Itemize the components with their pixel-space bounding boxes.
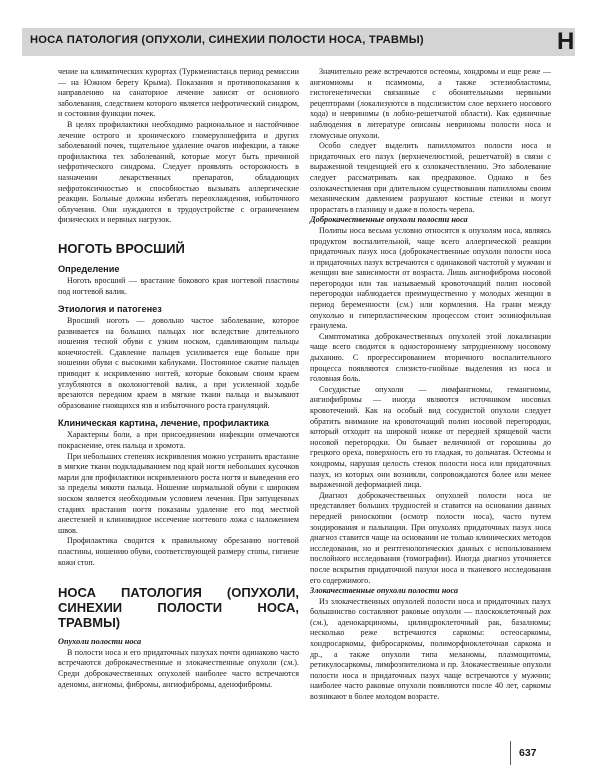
paragraph: Симптоматика доброкачественных опухолей этой локализации чаще всего сводится к одностороннему затрудненному носовому дыханию. С прогрессированием вторичного воспалительного процесса появляются слизисто-гнойные выделения из носа и головная боль. (310, 331, 551, 384)
subheading-definition: Определение (58, 263, 120, 274)
subheading-etiology: Этиология и патогенез (58, 304, 162, 315)
subheading-clinical: Клиническая картина, лечение, профилактика (58, 418, 269, 429)
section-heading-nose-pathology: НОСА ПАТОЛОГИЯ (ОПУХОЛИ, СИНЕХИИ ПОЛОСТИ НОСА, ТРАВМЫ) (58, 585, 299, 631)
paragraph: Характерны боли, а при присоединении инфекции отмечаются покраснение, отек пальца и хромота. (58, 430, 299, 451)
paragraph: В полости носа и его придаточных пазухах почти одинаково часто встречаются доброкачественные и злокачественные опухоли (см.). Среди доброкачественных опухолей наиболее часто встречаются аденомы, ангиомы, фибромы, ангиофибромы, аденофибромы. (58, 647, 299, 689)
right-column (310, 67, 551, 703)
subheading-benign-tumors: Доброкачественные опухоли полости носа (310, 215, 468, 225)
paragraph: Особо следует выделить папилломатоз полости носа и придаточных его пазух (верхнечелюстной, решетчатой) в связи с выраженной тенденцией его к озлокачествлению. Это заболевание следует рассматривать как предраковое. Однако и без озлокачествления при длительном существовании папилломы своим механическим давлением разрушают костные стенки и могут прорастать в глазницу и даже в полость черепа. (310, 141, 551, 214)
paragraph: Из злокачественных опухолей полости носа и придаточных пазух большинство составляют раковые опухоли — плоскоклеточный рак (см.), аденокарциномы, цилиндроклеточный рак, базалиомы; несколько реже встречаются саркомы: остеосаркомы, хондросаркомы, фибросаркомы, полиморфноклеточная саркома и др., а также опухоли типа меланомы, плазмоцитомы, ретикулосаркомы, лимфоэпителиома и пр. Злокачественные опухоли полости носа и придаточных пазух чаще встречаются у мужчин; наиболее часто раковые опухоли появляются после 40 лет, саркомы возникают в более молодом возрасте. (310, 596, 551, 702)
paragraph: В целях профилактики необходимо рациональное и настойчивое лечение острого и хронического гломерулонефрита и других заболеваний почек, тщательное удаление очагов инфекции, а также профилактика тех заболеваний, которые могут быть причиной нефротического синдрома. Следует проявлять осторожность в назначении лекарственных препаратов, обладающих нефротоксичностью и способностью вызывать аллергические реакции. Больные должны избегать переохлаждения, избыточного облучения. Они нуждаются в трудоустройстве с ограничением физических и нервных нагрузок. (58, 119, 299, 225)
running-header-title: НОСА ПАТОЛОГИЯ (ОПУХОЛИ, СИНЕХИИ ПОЛОСТИ НОСА, ТРАВМЫ) (30, 34, 424, 46)
paragraph: Полипы носа весьма условно относятся к опухолям носа, являясь продуктом воспалительной, чаще всего аллергической реакции придаточных пазух носа (доброкачественные опухоли полости носа и придаточных пазух встречаются с одинаковой частотой у мужчин и женщин вне зависимости от возраста. Лишь ангиофиброма носовой перегородки или так называемый кровоточащий полип носовой перегородки наблюдается преимущественно у молодых женщин в период беременности (см.) или кормления. На грани между опухолью и гиперпластическим процессом стоит эозинофильная гранулема. (310, 225, 552, 331)
paragraph: Ноготь вросший — врастание бокового края ногтевой пластины под ногтевой валик. (58, 275, 299, 296)
paragraph: При небольших степенях искривления можно устранить врастание в мягкие ткани подкладыванием под край ногтя небольших кусочков марли для профилактики искривленного роста ногтя и выведения его за пределы мякоти пальца. Ношение нормальной обуви с широким носком является необходимым условием лечения. При запущенных стадиях врастания ногтя показаны удаление его под местной анестезией и клиновидное иссечение ногтевого ложа с наложением швов. (58, 451, 299, 535)
paragraph: Вросший ноготь — довольно частое заболевание, которое развивается на больших пальцах ног вследствие длительного ношения тесной обуви с узким носком, сдавливающим пальцы конечностей. Сдавление пальцев усиливается еще больше при ношении обуви с высокими каблуками. Постоянное сжатие пальцев приводит к искривлению ногтей, которые боковым своим краем углубляются в околоногтевой валик, а при усиленной ходьбе врезаются передним краем в мягкие ткани пальца и вызывают образование гноящихся язв и избыточного роста грануляций. (58, 316, 299, 410)
section-heading-ingrown-nail: НОГОТЬ ВРОСШИЙ (58, 240, 185, 256)
paragraph: Сосудистые опухоли — лимфангиомы, гемангиомы, ангиофибромы — иногда являются источником носовых кровотечений. Как на особый вид сосудистой опухоли следует обратить внимание на кровоточащий полип носовой перегородки, который отходит на широкой ножке от передней хрящевой части носовой перегородки. Он бывает величиной от горошины до грецкого ореха, поверхность его то гладкая, то дольчатая. Остеомы и хондромы, нарушая целость стенок полости носа или придаточных пазух, из которых они возникли, сопровождаются более или менее выраженной деформацией лица. (310, 384, 551, 490)
page-number-divider (510, 741, 511, 765)
page-number: 637 (519, 747, 537, 759)
section-letter: Н (557, 28, 575, 55)
paragraph: Значительно реже встречаются остеомы, хондромы и еще реже — ангиомиомы и псаммомы, а также эстезиобластомы, гистогенетически связанные с обонятельными нервными рецепторами (локализуются в подслизистом слое верхнего носового хода) и невриномы (в лобно-решетчатой области). Как единичные наблюдения в литературе описаны невриномы полости носа и гломусные опухоли. (310, 67, 551, 140)
paragraph: Профилактика сводится к правильному обрезанию ногтевой пластины, ношению обуви, соответствующей размеру стопы, гигиене кожи стоп. (58, 536, 299, 567)
subheading-nasal-tumors: Опухоли полости носа (58, 637, 142, 647)
paragraph: чение на климатических курортах (Туркменистан,в период ремиссии — на Южном берегу Крыма). Показания и противопоказания к направлению на санаторное лечение зависят от основного заболевания, следствием которого является нефротический синдром, и состояния функции почек. (58, 67, 299, 119)
paragraph: Диагноз доброкачественных опухолей полости носа не представляет больших трудностей и ставится на основании данных передней риноскопии (осмотр полости носа), часто путем зондирования и пальпации. При опухолях придаточных пазух носа диагноз ставится чаще на основании не только клинических методов исследования, но и рентгенологических данных с использованием послойного исследования (томографии). Иногда диагноз уточняется после вскрытия придаточной пазухи носа и тканевого исследования его содержимого. (310, 490, 551, 585)
left-column (58, 67, 299, 690)
subheading-malignant-tumors: Злокачественные опухоли полости носа (310, 586, 459, 596)
